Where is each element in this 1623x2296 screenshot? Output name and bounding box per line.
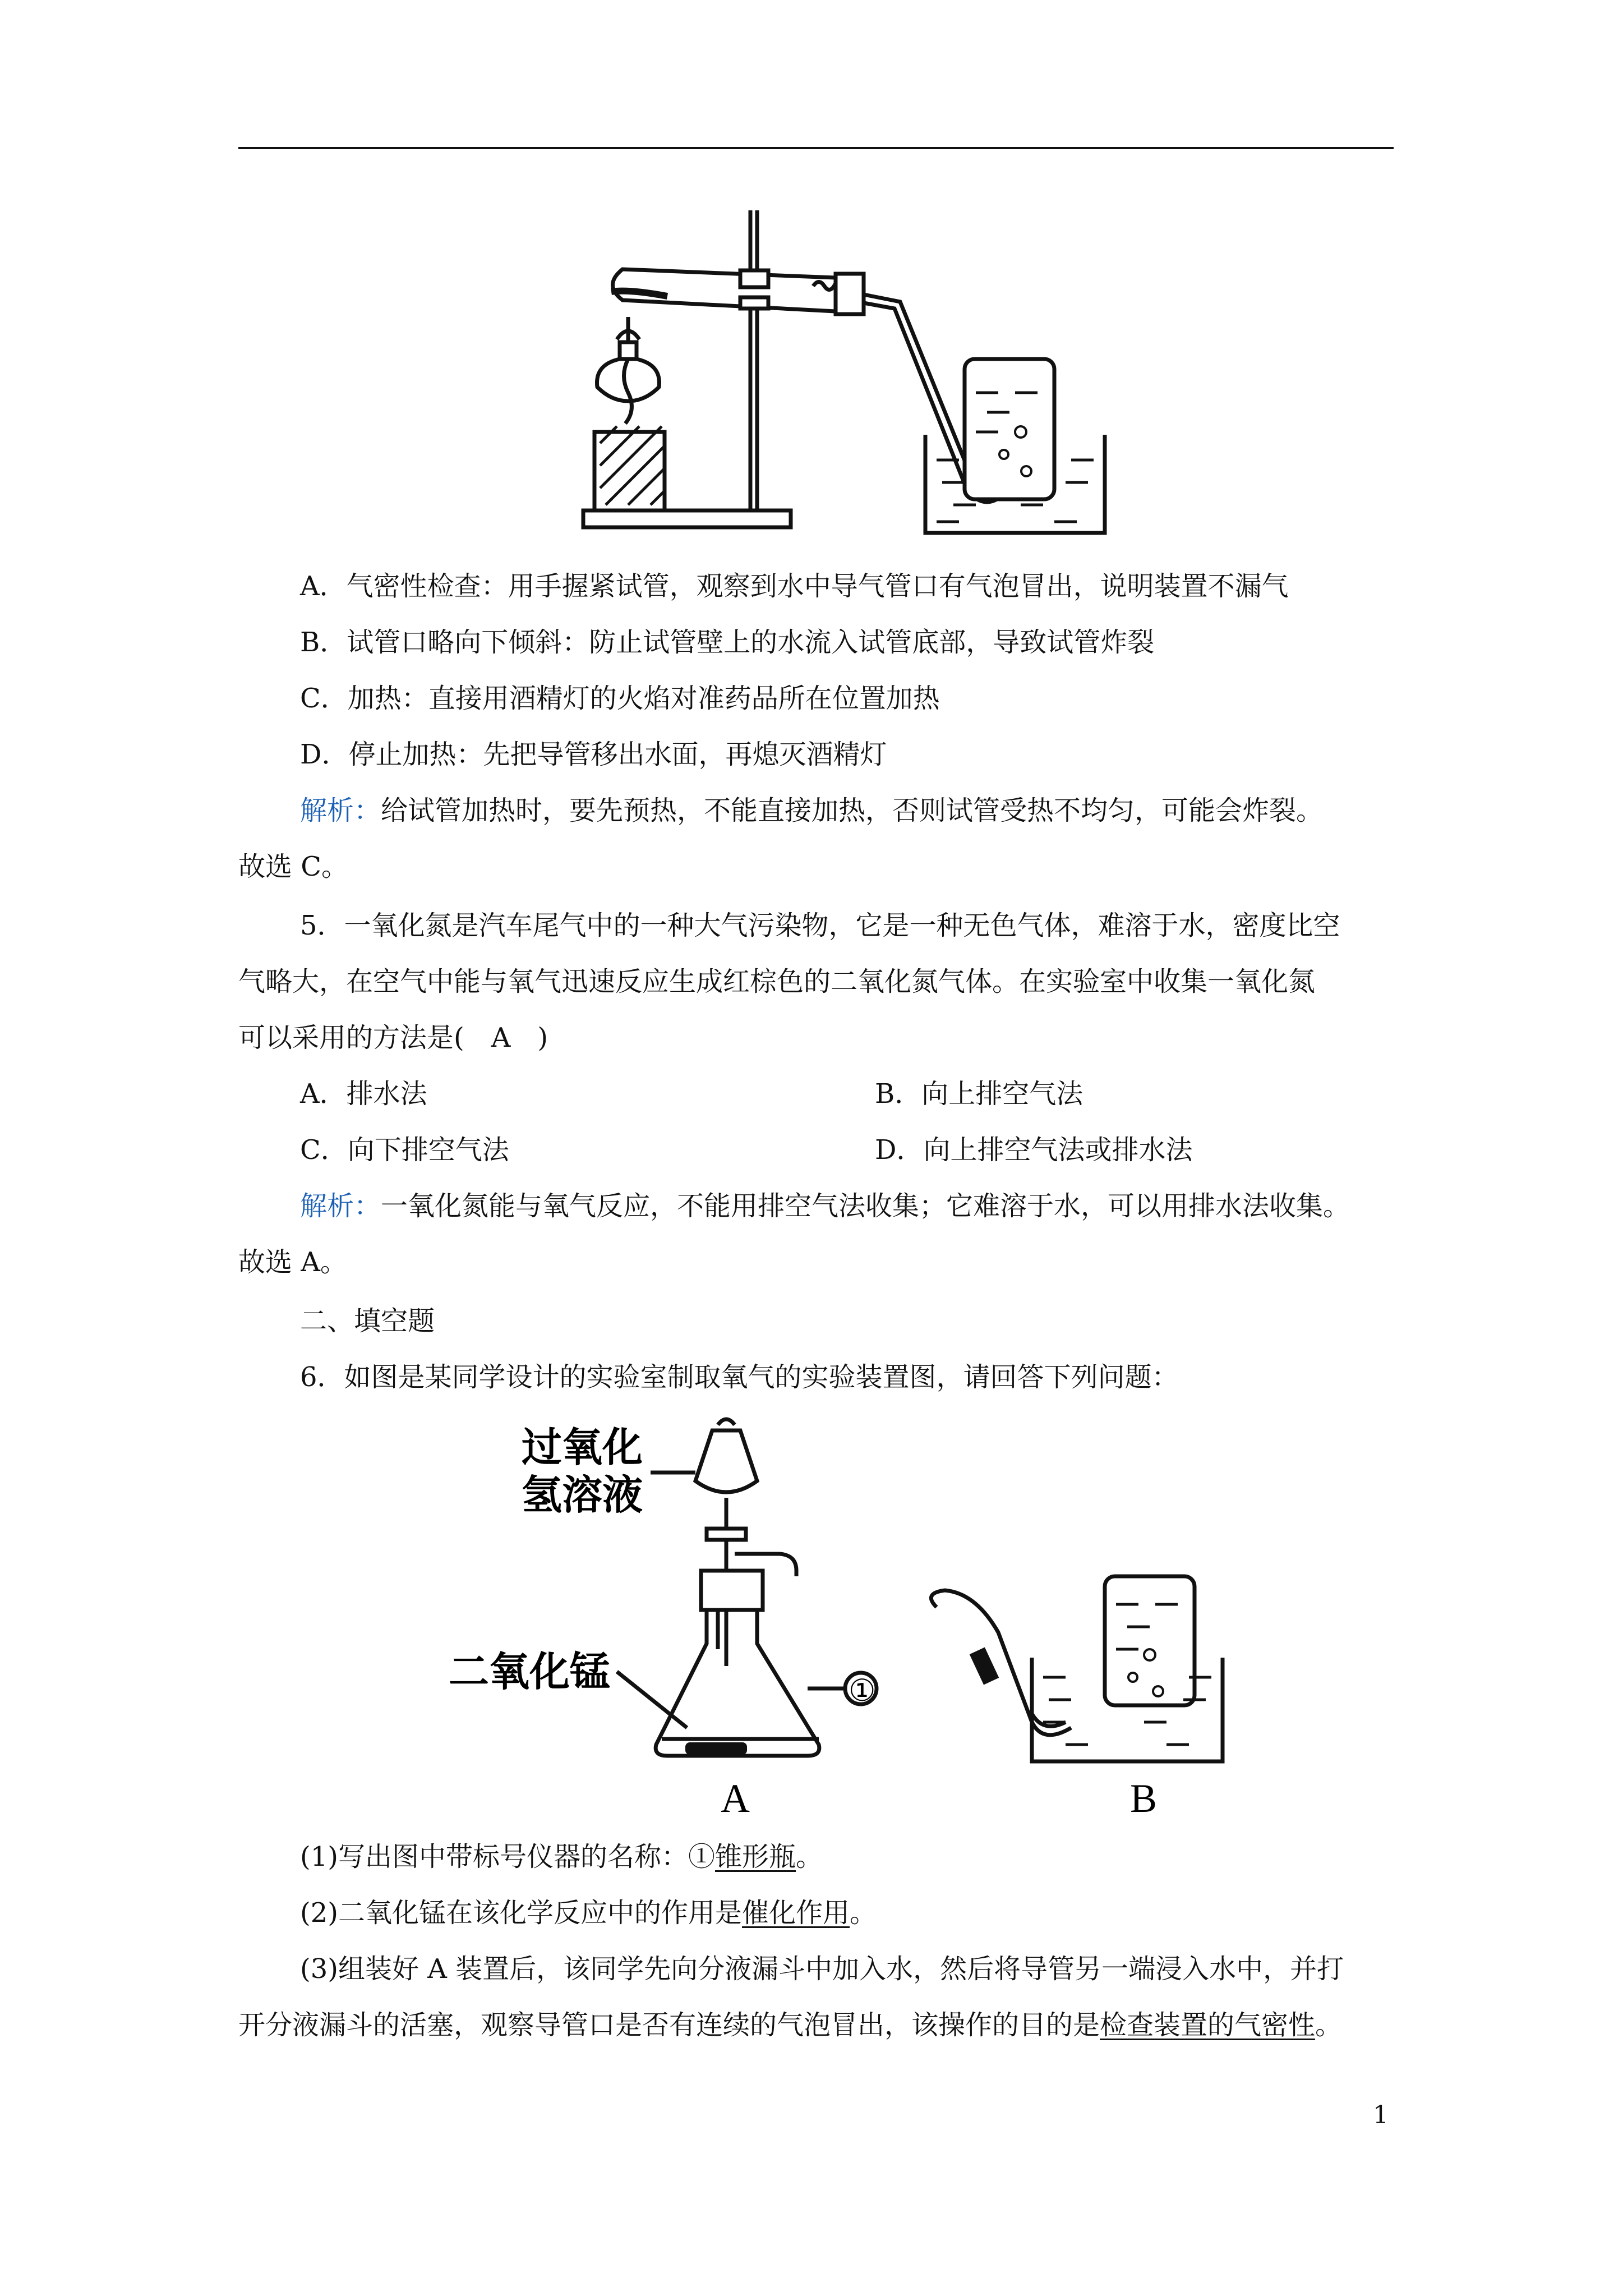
q6-part2-answer: 催化作用 xyxy=(742,1897,850,1929)
header-rule xyxy=(238,147,1394,149)
q6-stem: 6．如图是某同学设计的实验室制取氧气的实验装置图，请回答下列问题： xyxy=(300,1361,1179,1393)
q4-option-c: C．加热：直接用酒精灯的火焰对准药品所在位置加热 xyxy=(300,683,940,714)
q4-analysis xyxy=(300,794,1323,827)
q6-part2-prompt: (2)二氧化锰在该化学反应中的作用是 xyxy=(300,1897,742,1929)
q6-part1 xyxy=(300,1840,823,1874)
q5-option-a: A．排水法 xyxy=(300,1078,427,1110)
oxygen-apparatus-figure xyxy=(437,1408,1267,1823)
q5-stem-line1: 5．一氧化氮是汽车尾气中的一种大气污染物，它是一种无色气体，难溶于水，密度比空 xyxy=(300,910,1340,941)
q6-part2-end: 。 xyxy=(850,1897,877,1929)
analysis-label: 解析： xyxy=(300,1190,381,1222)
q4-option-d: D．停止加热：先把导管移出水面，再熄灭酒精灯 xyxy=(300,739,887,770)
q6-part3-answer: 检查装置的气密性 xyxy=(1100,2009,1316,2041)
q6-part2 xyxy=(300,1896,877,1930)
q6-part1-end: 。 xyxy=(796,1841,823,1872)
q5-stem-line2: 气略大，在空气中能与氧气迅速反应生成红棕色的二氧化氮气体。在实验室中收集一氧化氮 xyxy=(238,966,1316,997)
q6-part3-line2 xyxy=(238,2008,1342,2042)
q5-option-d: D．向上排空气法或排水法 xyxy=(875,1134,1193,1166)
q5-option-c: C．向下排空气法 xyxy=(300,1134,509,1166)
fig-label-h2o2-line1: 过氧化 xyxy=(522,1424,643,1471)
q6-part3-end: 。 xyxy=(1315,2009,1343,2041)
fig-label-circle-one: ① xyxy=(849,1673,876,1708)
q4-answer: 故选 C。 xyxy=(238,851,348,882)
q6-part3-line1: (3)组装好 A 装置后，该同学先向分液漏斗中加入水，然后将导管另一端浸入水中，并打 xyxy=(300,1953,1344,1985)
heating-apparatus-figure xyxy=(572,208,1122,539)
q4-option-b: B．试管口略向下倾斜：防止试管壁上的水流入试管底部，导致试管炸裂 xyxy=(300,627,1155,658)
fig-label-h2o2-line2: 氢溶液 xyxy=(522,1471,643,1519)
q5-stem-line3: 可以采用的方法是( A ) xyxy=(238,1022,548,1053)
section-title: 二、填空题 xyxy=(300,1305,435,1337)
q4-option-a: A．气密性检查：用手握紧试管，观察到水中导气管口有气泡冒出，说明装置不漏气 xyxy=(300,570,1289,602)
q6-part1-prompt: (1)写出图中带标号仪器的名称：① xyxy=(300,1841,715,1872)
q4-analysis-text: 给试管加热时，要先预热，不能直接加热，否则试管受热不均匀，可能会炸裂。 xyxy=(381,795,1324,826)
analysis-label: 解析： xyxy=(300,795,381,826)
q5-answer: 故选 A。 xyxy=(238,1246,347,1278)
fig-caption-a: A xyxy=(721,1776,750,1821)
q5-analysis xyxy=(300,1189,1350,1223)
page-number: 1 xyxy=(1373,2101,1389,2129)
q5-option-b: B．向上排空气法 xyxy=(875,1078,1083,1110)
q6-part1-answer: 锥形瓶 xyxy=(715,1841,796,1872)
fig-label-mno2: 二氧化锰 xyxy=(449,1648,611,1695)
q6-part3-prompt: 开分液漏斗的活塞，观察导管口是否有连续的气泡冒出，该操作的目的是 xyxy=(238,2009,1100,2041)
fig-caption-b: B xyxy=(1130,1776,1158,1821)
q5-analysis-text: 一氧化氮能与氧气反应，不能用排空气法收集；它难溶于水，可以用排水法收集。 xyxy=(381,1190,1350,1222)
